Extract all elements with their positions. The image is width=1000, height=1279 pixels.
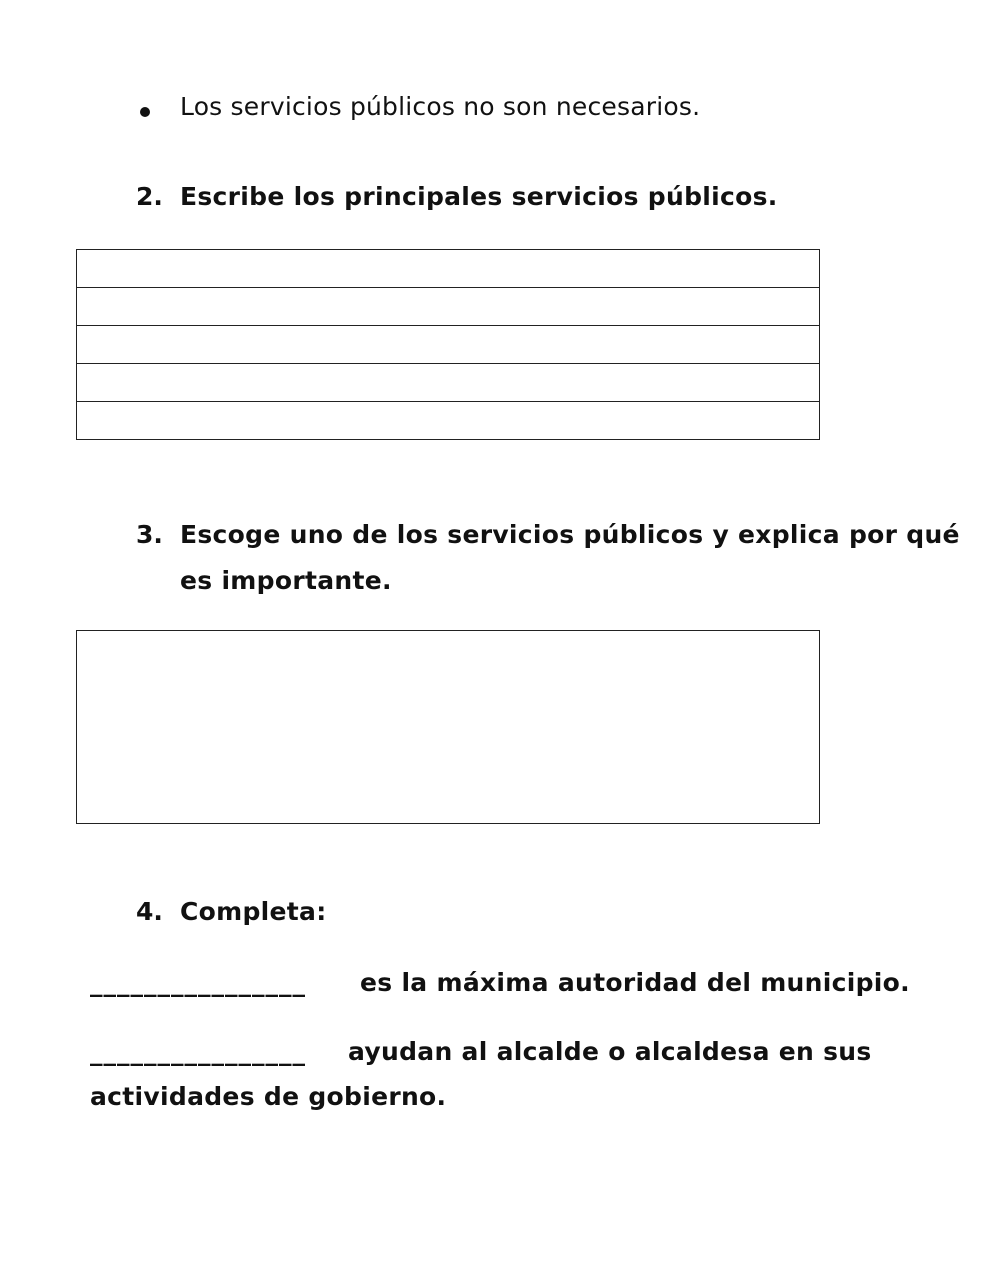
answer-cell[interactable]: [77, 250, 820, 288]
bullet-point: [140, 107, 150, 117]
question-2-prompt: Escribe los principales servicios públicos.: [180, 182, 778, 211]
question-4-number: 4.: [136, 897, 163, 926]
question-4-prompt: Completa:: [180, 897, 327, 926]
answer-row: [77, 288, 820, 326]
bullet-statement: Los servicios públicos no son necesarios.: [180, 92, 701, 121]
answer-cell[interactable]: [77, 326, 820, 364]
fill-blank-2[interactable]: ________________: [90, 1037, 306, 1066]
answer-row: [77, 326, 820, 364]
fill-blank-1[interactable]: ________________: [90, 968, 306, 997]
question-3-number: 3.: [136, 520, 163, 549]
question-3-answer-box[interactable]: [76, 630, 820, 824]
fill-sentence-2-line1: ayudan al alcalde o alcaldesa en sus: [348, 1037, 872, 1066]
fill-sentence-2-line2: actividades de gobierno.: [90, 1082, 447, 1111]
fill-sentence-1: es la máxima autoridad del municipio.: [360, 968, 910, 997]
answer-cell[interactable]: [77, 402, 820, 440]
question-2-number: 2.: [136, 182, 163, 211]
question-2-answer-table: [76, 249, 820, 440]
answer-row: [77, 402, 820, 440]
answer-cell[interactable]: [77, 364, 820, 402]
answer-row: [77, 250, 820, 288]
answer-row: [77, 364, 820, 402]
answer-cell[interactable]: [77, 288, 820, 326]
question-3-prompt-line1: Escoge uno de los servicios públicos y explica por qué: [180, 520, 960, 549]
question-3-prompt-line2: es importante.: [180, 566, 392, 595]
